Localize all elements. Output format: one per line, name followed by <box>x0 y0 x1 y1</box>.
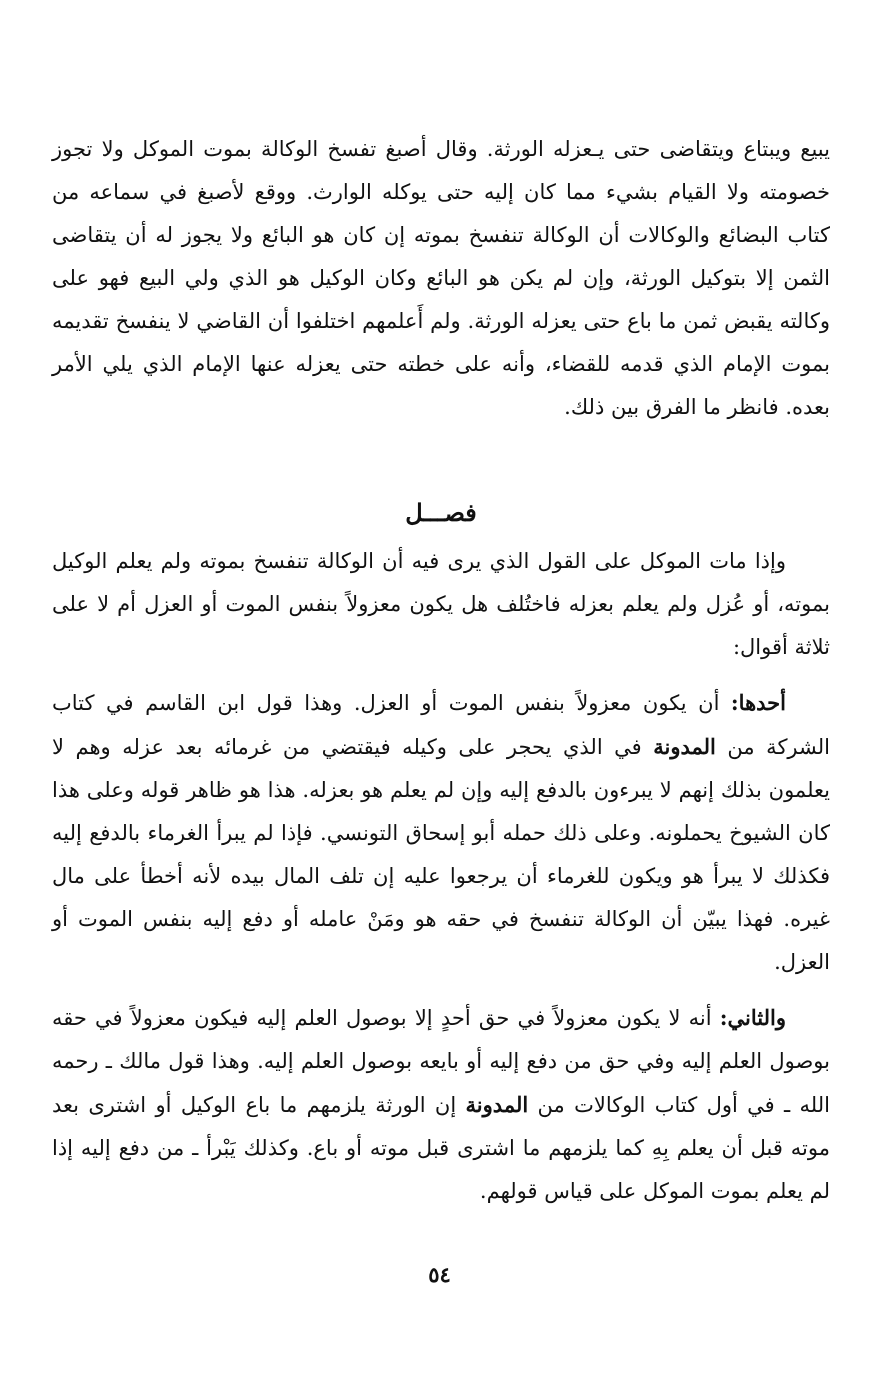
second-opinion-paragraph <box>52 996 830 1213</box>
second-opinion-text-a: أنه لا يكون معزولاً في حق أحدٍ إلا بوصول العلم إليه فيكون معزولاً في حقه بوصول العلم إليه وفي حق من دفع إليه أو بايعه بوصول العلم إليه. وهذا قول مالك ـ رحمه الله ـ في أول كتاب الوكالات من <box>52 1006 830 1117</box>
first-opinion-source: المدونة <box>653 734 716 759</box>
page-number: ٥٤ <box>428 1262 451 1287</box>
second-opinion-lead: والثاني: <box>719 1005 786 1030</box>
first-opinion-lead: أحدها: <box>730 690 786 715</box>
first-opinion-text-a: أن يكون معزولاً بنفس الموت أو العزل. وهذا قول ابن القاسم في كتاب الشركة من <box>52 691 830 759</box>
section-intro-paragraph: وإذا مات الموكل على القول الذي يرى فيه أن الوكالة تنفسخ بموته ولم يعلم الوكيل بموته، أو عُزل ولم يعلم بعزله فاختُلف هل يكون معزولاً بنفس الموت أو العزل أم لا على ثلاثة أقوال: <box>52 549 830 659</box>
section-heading: فصـــل <box>405 498 477 527</box>
second-opinion-source: المدونة <box>465 1092 529 1117</box>
second-opinion-text-b: إن الورثة يلزمهم ما باع الوكيل أو اشترى بعد موته قبل أن يعلم بِهِ كما يلزمهم ما اشترى قبل موته أو باع. وكذلك يَبْرأ ـ من دفع إليه إذا لم يعلم بموت الموكل على قياس قولهم. <box>52 1093 830 1203</box>
first-opinion-paragraph <box>52 681 830 984</box>
first-opinion-text-b: في الذي يحجر على وكيله فيقتضي من غرمائه بعد عزله وهم لا يعلمون بذلك إنهم لا يبرءون بالدفع إليه وإن لم يعلم هو بعزله. هذا هو ظاهر قوله وعلى هذا كان الشيوخ يحملونه. وعلى ذلك حمله أبو إسحاق التونسي. فإذا لم يبرأ الغرماء بالدفع إليه فكذلك لا يبرأ هو ويكون للغرماء أن يرجعوا عليه إن تلف المال بيده لأنه أخطأ على مال غيره. فهذا يبيّن أن الوكالة تنفسخ في حقه هو ومَنْ عامله أو دفع إليه بنفس الموت أو العزل. <box>52 735 830 974</box>
intro-paragraph: يبيع ويبتاع ويتقاضى حتى يـعزله الورثة. وقال أصبغ تفسخ الوكالة بموت الموكل ولا تجوز خصومته ولا القيام بشيء مما كان إليه حتى يوكله الوارث. ووقع لأصبغ في سماعه من كتاب البضائع والوكالات أن الوكالة تنفسخ بموته إن كان هو البائع ولا يجوز له أن يتقاضى الثمن إلا بتوكيل الورثة، وإن لم يكن هو البائع وكان الوكيل هو الذي ولي البيع فهو على وكالته يقبض ثمن ما باع حتى يعزله الورثة. ولم أَعلمهم اختلفوا أن القاضي لا ينفسخ تقديمه بموت الإمام الذي قدمه للقضاء، وأنه على خطته حتى يعزله عنها الإمام الذي يلي الأمر بعده. فانظر ما الفرق بين ذلك. <box>52 137 830 419</box>
page-body <box>52 128 830 1213</box>
